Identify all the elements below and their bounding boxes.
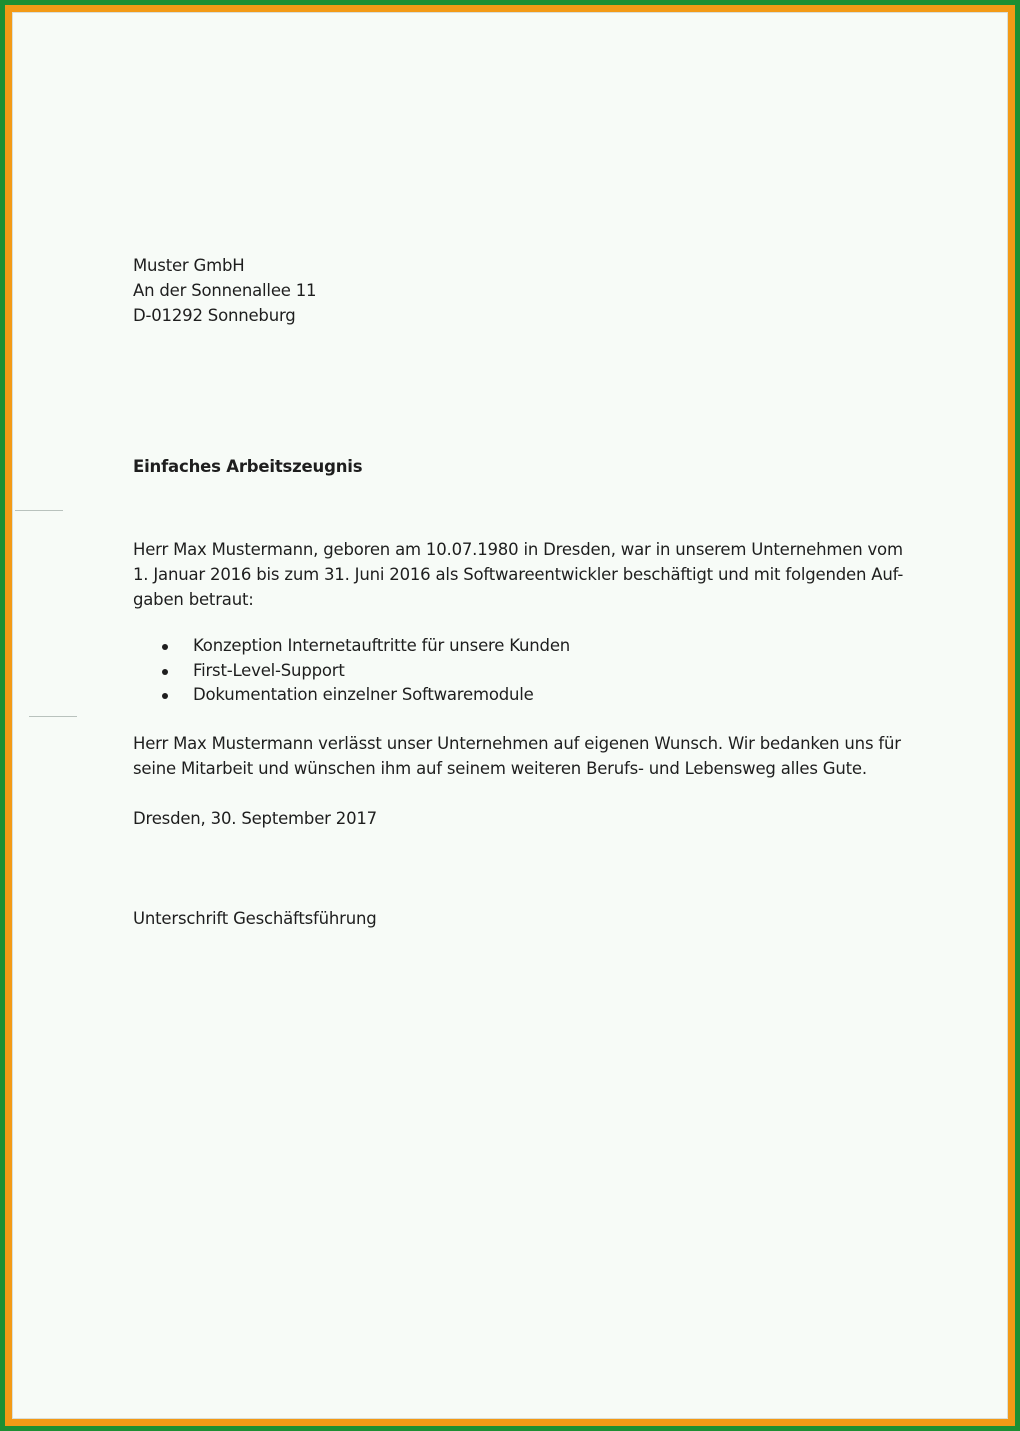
task-label: Konzeption Internetauftritte für unsere Kunden <box>193 636 571 655</box>
fold-mark-top <box>15 510 63 511</box>
sender-street: An der Sonnenallee 11 <box>133 281 317 300</box>
bullet-icon <box>162 693 168 699</box>
task-list-item <box>133 683 570 708</box>
bullet-icon <box>162 644 168 650</box>
inner-frame-border <box>5 5 1015 1426</box>
task-label: First-Level-Support <box>193 660 345 680</box>
place-date: Dresden, 30. September 2017 <box>133 809 377 828</box>
task-label: Dokumentation einzelner Softwaremodule <box>193 685 534 704</box>
intro-line: Herr Max Mustermann, geboren am 10.07.1980 in Dresden, war in unserem Unternehmen vom <box>133 540 903 559</box>
sender-company: Muster GmbH <box>133 256 245 275</box>
sender-address <box>133 253 316 328</box>
sender-city: D-01292 Sonneburg <box>133 306 296 325</box>
document-subject: Einfaches Arbeitszeugnis <box>133 457 363 476</box>
task-list-item <box>133 634 570 659</box>
closing-line: seine Mitarbeit und wünschen ihm auf seinem weiteren Berufs- und Lebensweg alles Gute. <box>133 759 867 778</box>
bullet-icon <box>162 669 168 675</box>
intro-line: 1. Januar 2016 bis zum 31. Juni 2016 als Softwareentwickler beschäftigt und mit folgenden Auf- <box>133 565 904 584</box>
closing-line: Herr Max Mustermann verlässt unser Unternehmen auf eigenen Wunsch. Wir bedanken uns für <box>133 734 901 753</box>
task-list <box>133 634 570 708</box>
task-list-item <box>133 659 570 684</box>
closing-paragraph <box>133 731 901 781</box>
intro-line: gaben betraut: <box>133 590 254 609</box>
fold-mark-bottom <box>29 716 77 717</box>
intro-paragraph <box>133 537 903 612</box>
document-page <box>12 12 1008 1419</box>
signature-line: Unterschrift Geschäftsführung <box>133 909 377 928</box>
